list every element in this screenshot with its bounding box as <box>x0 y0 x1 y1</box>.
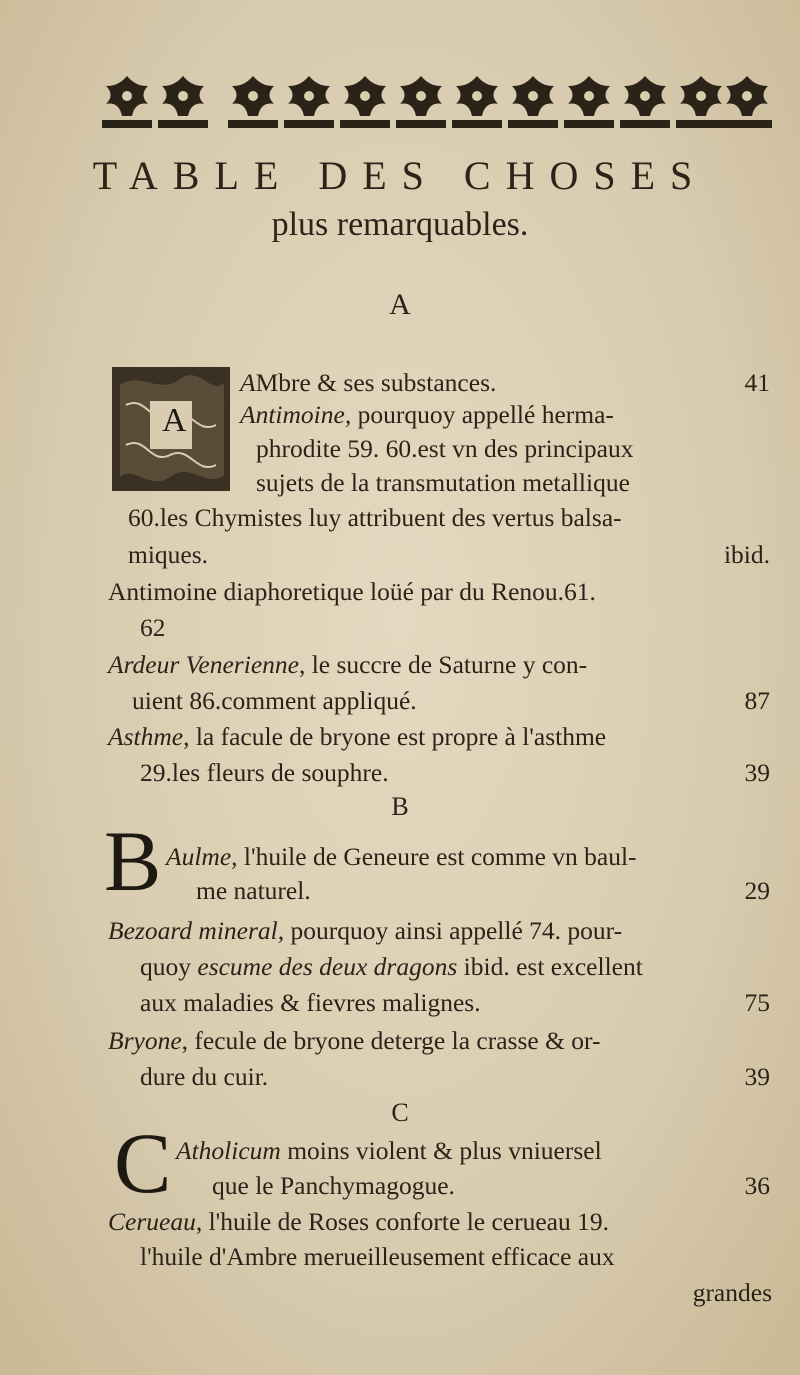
entry-cerueau: Cerueau, l'huile de Roses conforte le cerueau 19. <box>108 1207 609 1236</box>
entry-line: sujets de la transmutation metallique <box>256 468 630 497</box>
entry-term: Atholicum <box>176 1136 281 1165</box>
entry-bezoard-mineral: Bezoard mineral, pourquoy ainsi appellé 74. pour- <box>108 916 623 945</box>
entry-baulme: Aulme, l'huile de Geneure est comme vn baul- <box>166 842 637 871</box>
entry-line: l'huile d'Ambre merueilleusement efficace aux <box>140 1242 615 1271</box>
entry-page-number: 36 <box>744 1171 770 1200</box>
entry-term: Cerueau <box>108 1207 196 1236</box>
entry-line: que le Panchymagogue. <box>212 1171 455 1200</box>
entry-bryone: Bryone, fecule de bryone deterge la crasse & or- <box>108 1026 601 1055</box>
page-subtitle: plus remarquables. <box>271 206 529 243</box>
entry-catholicum: Atholicum moins violent & plus vniuersel <box>176 1136 602 1165</box>
entry-line: uient 86.comment appliqué. <box>132 686 417 715</box>
entry-page-number: 39 <box>744 1062 770 1091</box>
entry-lead-letter: A <box>240 368 256 397</box>
entry-a-line-1: AMbre & ses substances. <box>240 368 497 397</box>
entry-term: Bryone <box>108 1026 182 1055</box>
entry-line: miques. <box>128 540 209 569</box>
entry-line: 62 <box>140 613 166 642</box>
entry-antimoine-diaphoretique: Antimoine diaphoretique loüé par du Renou.61. <box>108 577 596 606</box>
entry-term: Antimoine, <box>240 400 352 429</box>
entry-line: dure du cuir. <box>140 1062 269 1091</box>
entry-page-number: 75 <box>744 988 770 1017</box>
entry-asthme: Asthme, la facule de bryone est propre à l'asthme <box>108 722 607 751</box>
entry-term: Ardeur Venerienne <box>108 650 299 679</box>
entry-line: 60.les Chymistes luy attribuent des vertus balsa- <box>128 503 622 532</box>
entry-page-number: 39 <box>744 758 770 787</box>
section-letter-a: A <box>389 288 411 321</box>
catchword: grandes <box>692 1278 772 1307</box>
entry-page-number: ibid. <box>723 540 770 569</box>
section-letter-c: C <box>391 1098 409 1127</box>
entry-ardeur-venerienne: Ardeur Venerienne, le succre de Saturne y con- <box>108 650 588 679</box>
ornament-band <box>100 72 772 134</box>
entry-antimoine: Antimoine, pourquoy appellé herma- <box>240 400 614 429</box>
entry-line: quoy escume des deux dragons ibid. est excellent <box>140 952 643 981</box>
entry-line: aux maladies & fievres malignes. <box>140 988 481 1017</box>
entry-line: 29.les fleurs de souphre. <box>140 758 389 787</box>
entry-page-number: 87 <box>744 686 770 715</box>
entry-page-number: 29 <box>744 876 770 905</box>
entry-term: escume des deux dragons <box>197 952 458 981</box>
entry-term: Bezoard mineral, <box>108 916 285 945</box>
entry-term: Asthme <box>108 722 184 751</box>
entry-term: Aulme, <box>166 842 238 871</box>
entry-line: phrodite 59. 60.est vn des principaux <box>256 434 634 463</box>
initial-letter-c: C <box>114 1115 172 1211</box>
entry-line: me naturel. <box>196 876 311 905</box>
initial-letter-b: B <box>104 813 162 909</box>
entry-page-number: 41 <box>744 368 770 397</box>
section-letter-b: B <box>391 792 409 821</box>
page-title: TABLE DES CHOSES <box>92 153 708 198</box>
initial-letter-a: A <box>162 402 187 439</box>
